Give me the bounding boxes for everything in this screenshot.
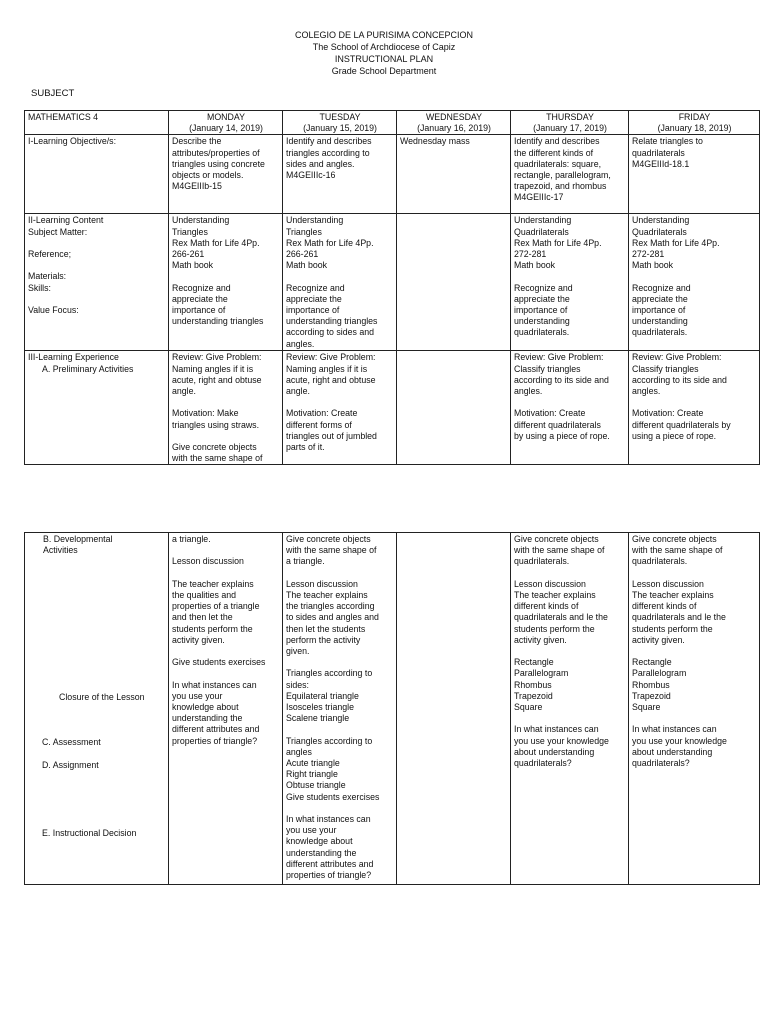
thursday-experience [511,351,629,465]
reference: Rex Math for Life 4Pp. 266-261 [286,237,374,260]
reference: Rex Math for Life 4Pp. 272-281 [632,237,720,260]
plan-table-second [24,532,760,885]
quadrilateral-list: Rectangle Parallelogram Rhombus Trapezoid Square [514,657,569,713]
section-labels [25,533,169,885]
subject-name: MATHEMATICS 4 [25,111,169,135]
materials: Math book [632,260,674,271]
closure-question: In what instances can you use your knowledge about understanding the different attributes and properties of triangle? [172,679,260,746]
school-subtitle: The School of Archdiocese of Capiz [312,42,456,52]
school-name: COLEGIO DE LA PURISIMA CONCEPCION [294,30,474,40]
developmental-row [25,533,760,885]
materials: Math book [286,260,328,271]
closure-question: In what instances can you use your knowledge about understanding the different attributes and properties of triangle? [286,814,374,881]
quadrilateral-list: Rectangle Parallelogram Rhombus Trapezoid Square [632,657,687,713]
wednesday-objective: Wednesday mass [397,135,511,214]
day-name: WEDNESDAY [425,112,483,122]
content-label: II-Learning Content [28,215,104,226]
closure-question: In what instances can you use your knowledge about understanding quadrilaterals? [514,724,609,769]
day-date: (January 16, 2019) [417,123,491,134]
wednesday-header [397,111,511,135]
day-name: MONDAY [207,112,245,122]
value-focus: Recognize and appreciate the importance of understanding quadrilaterals. [632,282,691,338]
experience-labels [25,351,169,465]
tuesday-content [283,214,397,351]
tuesday-objective: Identify and describes triangles according to sides and angles. M4GEIIIc-16 [283,135,397,214]
thursday-development [511,533,629,885]
materials-label: Materials: [28,271,67,282]
preliminary-activities-label: A. Preliminary Activities [42,363,134,374]
day-date: (January 18, 2019) [657,123,732,134]
review-text: Review: Give Problem: Classify triangles according to its side and angles. [632,352,727,397]
plan-title: INSTRUCTIONAL PLAN [334,54,434,64]
activity-text: Give concrete objects with the same shape of quadrilaterals. [632,534,723,567]
assessment-label: C. Assessment [42,737,101,747]
subject-matter: Understanding Quadrilaterals [632,215,690,237]
subject-matter: Understanding Triangles [172,215,230,237]
tuesday-header [283,111,397,135]
monday-development [169,533,283,885]
review-text: Review: Give Problem: Naming angles if it is acute, right and obtuse angle. [286,352,376,397]
friday-objective: Relate triangles to quadrilaterals M4GEIIId-18.1 [629,135,760,214]
triangles-by-angles: Triangles according to angles Acute triangle Right triangle Obtuse triangle Give students exercises [286,735,380,802]
wednesday-development [397,533,511,885]
activity-text: a triangle. [172,534,211,544]
objectives-row [25,135,760,214]
instructional-decision-label: E. Instructional Decision [42,828,137,838]
developmental-activities-label: B. Developmental Activities [43,534,113,556]
subject-matter: Understanding Quadrilaterals [514,215,572,237]
review-text: Review: Give Problem: Classify triangles according to its side and angles. [514,352,609,397]
tuesday-development [283,533,397,885]
friday-header [629,111,760,135]
day-header-row [25,111,760,135]
day-name: FRIDAY [678,112,711,122]
activity-text: Give concrete objects with the same shape of [172,442,263,464]
friday-development [629,533,760,885]
review-text: Review: Give Problem: Naming angles if it is acute, right and obtuse angle. [172,352,262,397]
subject-matter-label: Subject Matter: [28,226,88,237]
department-name: Grade School Department [331,66,437,76]
experience-row [25,351,760,465]
document-header [0,29,768,77]
teacher-explanation: The teacher explains the qualities and properties of a triangle and then let the students perform the activity given. [172,578,260,645]
tuesday-experience [283,351,397,465]
value-focus: Recognize and appreciate the importance of understanding quadrilaterals. [514,282,573,338]
objectives-label: I-Learning Objective/s: [25,135,169,214]
lesson-discussion: Lesson discussion [172,556,244,567]
lesson-discussion: Lesson discussion The teacher explains different kinds of quadrilaterals and le the students perform the activity given. [514,578,608,645]
subject-matter: Understanding Triangles [286,215,344,237]
activity-text: Give concrete objects with the same shape of quadrilaterals. [514,534,605,567]
monday-objective: Describe the attributes/properties of triangles using concrete objects or models. M4GEIIIb-15 [169,135,283,214]
value-focus: Recognize and appreciate the importance of understanding triangles [172,282,264,327]
thursday-content [511,214,629,351]
content-row [25,214,760,351]
triangles-by-sides: Triangles according to sides: Equilateral triangle Isosceles triangle Scalene triangle [286,668,373,724]
skills-label: Skills: [28,282,51,293]
motivation-text: Motivation: Create different forms of triangles out of jumbled parts of it. [286,408,377,453]
day-date: (January 15, 2019) [303,123,377,134]
monday-content [169,214,283,351]
subject-label: SUBJECT [31,88,75,99]
monday-header [169,111,283,135]
day-date: (January 17, 2019) [533,123,607,134]
day-name: TUESDAY [319,112,361,122]
reference-label: Reference; [28,249,72,259]
content-labels [25,214,169,351]
friday-content [629,214,760,351]
value-focus: Recognize and appreciate the importance of understanding triangles according to sides and angles. [286,282,378,349]
materials: Math book [172,260,214,271]
exercises-text: Give students exercises [172,657,266,668]
reference: Rex Math for Life 4Pp. 266-261 [172,237,260,260]
monday-experience [169,351,283,465]
closure-question: In what instances can you use your knowledge about understanding quadrilaterals? [632,724,727,769]
wednesday-content [397,214,511,351]
motivation-text: Motivation: Create different quadrilaterals by using a piece of rope. [514,408,610,441]
plan-table-first [24,110,760,465]
experience-label: III-Learning Experience [28,352,119,363]
thursday-objective: Identify and describes the different kinds of quadrilaterals: square, rectangle, parallelogram, trapezoid, and rhombus M4GEIIIc-17 [511,135,629,214]
motivation-text: Motivation: Create different quadrilaterals by using a piece of rope. [632,408,731,441]
day-name: THURSDAY [546,112,594,122]
assignment-label: D. Assignment [42,760,99,770]
lesson-discussion: Lesson discussion The teacher explains the triangles according to sides and angles and then let the students perform the activity given. [286,578,379,657]
lesson-discussion: Lesson discussion The teacher explains different kinds of quadrilaterals and le the students perform the activity given. [632,578,726,645]
closure-label: Closure of the Lesson [59,692,145,702]
friday-experience [629,351,760,465]
value-focus-label: Value Focus: [28,304,79,315]
materials: Math book [514,260,556,271]
activity-text: Give concrete objects with the same shape of a triangle. [286,534,377,567]
wednesday-experience [397,351,511,465]
motivation-text: Motivation: Make triangles using straws. [172,408,260,430]
day-date: (January 14, 2019) [189,123,263,134]
thursday-header [511,111,629,135]
reference: Rex Math for Life 4Pp. 272-281 [514,237,602,260]
